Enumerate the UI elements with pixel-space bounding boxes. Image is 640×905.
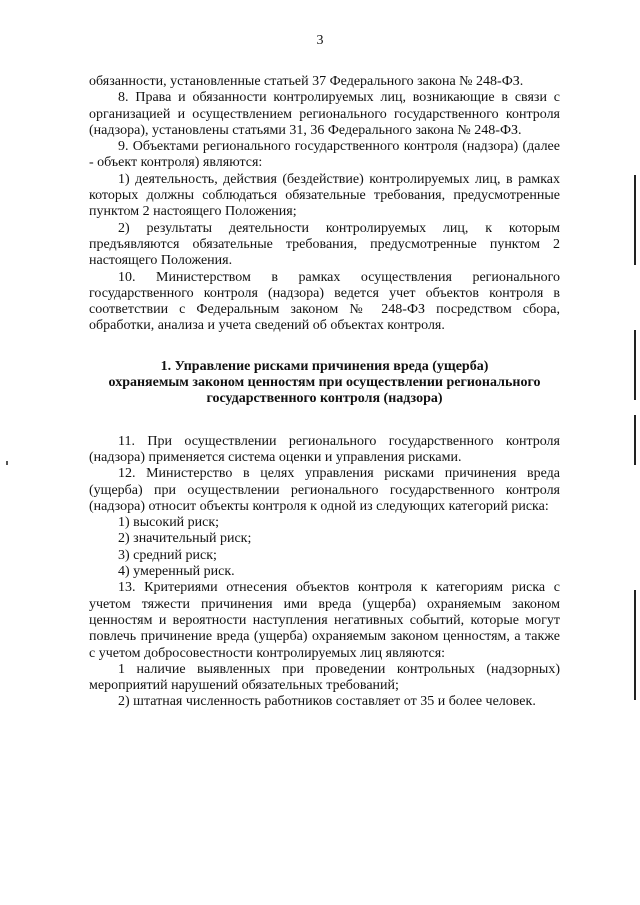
- section-heading-line-3: государственного контроля (надзора): [206, 391, 443, 407]
- list-item-9-2: 2) результаты деятельности контролируемых лиц, к которым предъявляются обязательные требования, предусмотренные пунктом 2 настоящего Положения.: [89, 220, 560, 269]
- scan-margin-mark-lower: [634, 415, 636, 465]
- scan-margin-mark-middle: [634, 330, 636, 400]
- paragraph-8: 8. Права и обязанности контролируемых лиц, возникающие в связи с организацией и осуществлением регионального государственного контроля (надзора), установлены статьями 31, 36 Федерального закона № 248-ФЗ.: [89, 90, 560, 138]
- section-heading: [89, 359, 560, 408]
- paragraph-12: 12. Министерство в целях управления рисками причинения вреда (ущерба) при осуществлении регионального государственного контроля (надзора) относит объекты контроля к одной из следующих категорий риска:: [89, 466, 560, 514]
- paragraph-9: 9. Объектами регионального государственного контроля (надзора) (далее - объект контроля) являются:: [89, 139, 560, 171]
- list-item-9-1: 1) деятельность, действия (бездействие) контролируемых лиц, в рамках которых должны соблюдаться обязательные требования, предусмотренные пунктом 2 настоящего Положения;: [89, 171, 560, 220]
- scan-margin-mark-bottom: [634, 590, 636, 700]
- document-body: [89, 74, 560, 711]
- paragraph-11: 11. При осуществлении регионального государственного контроля (надзора) применяется система оценки и управления рисками.: [89, 433, 560, 465]
- scan-margin-mark-top: [634, 175, 636, 265]
- list-item-13-2: 2) штатная численность работников составляет от 35 и более человек.: [118, 694, 536, 710]
- risk-category-significant: 2) значительный риск;: [118, 531, 252, 547]
- section-heading-line-1: 1. Управление рисками причинения вреда (ущерба): [160, 358, 489, 374]
- paragraph-10: 10. Министерством в рамках осуществления регионального государственного контроля (надзора) ведется учет объектов контроля в соответствии с Федеральным законом № 248-ФЗ посредством сбора, обработки, анализа и учета сведений об объектах контроля.: [89, 269, 560, 334]
- risk-category-moderate: 4) умеренный риск.: [118, 564, 235, 580]
- risk-category-high: 1) высокий риск;: [118, 515, 220, 531]
- risk-category-medium: 3) средний риск;: [118, 547, 217, 563]
- page-number: 3: [316, 33, 324, 48]
- scan-margin-dot: [6, 461, 8, 465]
- paragraph-7-continuation: обязанности, установленные статьей 37 Федерального закона № 248-ФЗ.: [89, 74, 524, 89]
- section-heading-line-2: охраняемым законом ценностям при осуществлении регионального: [108, 375, 541, 391]
- paragraph-13: 13. Критериями отнесения объектов контроля к категориям риска с учетом тяжести причинения ими вреда (ущерба) охраняемым законом ценностям и вероятности наступления негативных событий, которые могут повлечь причинение вреда (ущерба) охраняемым законом ценностям, а также с учетом добросовестности контролируемых лиц являются:: [89, 580, 560, 661]
- list-item-13-1: 1 наличие выявленных при проведении контрольных (надзорных) мероприятий нарушений обязательных требований;: [89, 661, 560, 694]
